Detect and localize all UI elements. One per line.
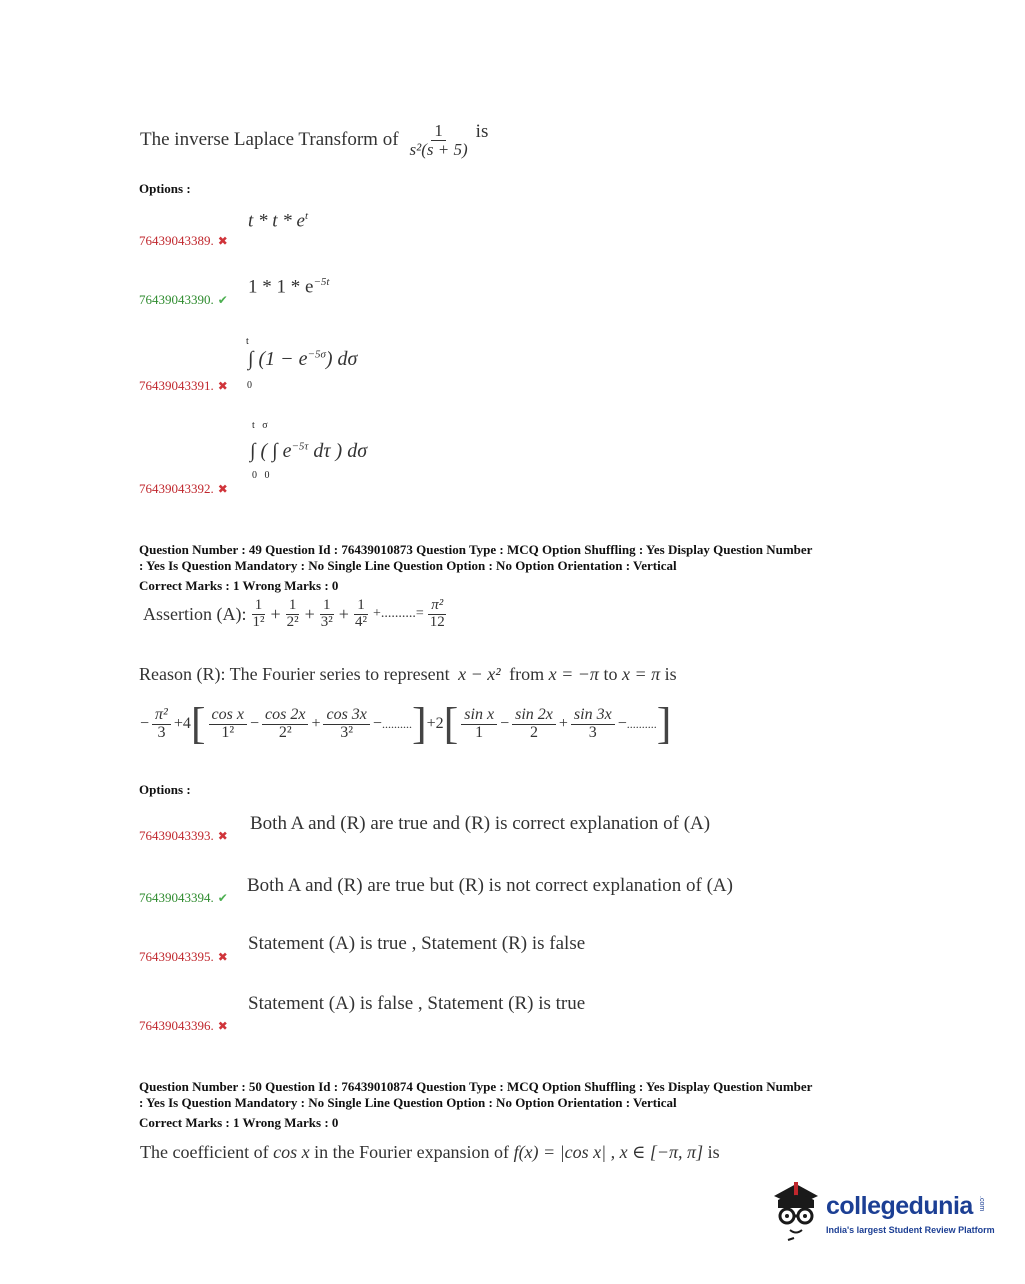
q48-option-2-text: $1 * 1 * e^{-5t}$ xyxy=(248,276,330,298)
q48-options-label: Options : xyxy=(139,181,191,196)
wrong-mark-icon: ✖ xyxy=(217,234,228,248)
option-id: 76439043390. xyxy=(139,292,214,307)
check-mark-icon: ✔ xyxy=(217,293,228,307)
assertion-label: Assertion (A): xyxy=(143,603,247,624)
q49-option-3[interactable] xyxy=(139,949,228,965)
option-id: 76439043394. xyxy=(139,890,214,905)
q49-series: − $\frac{\text{π²}}{3}$ +4 [ $\frac{\text{cos x}}{\text{1²}}$ − $\frac{\cos 2x}{\text{2²}}$ + $\frac{\cos 3x}{\text{3²}}$ − .......... ] +2 [ $\frac{\text{sin x}}{1}$ − $\frac{\sin 2x}{2}$ + $\frac{\sin 3x}{3}$ − .......... ] xyxy=(140,699,672,748)
q49-reason: Reason (R): The Fourier series to represent x − x² from x = −π to x = π is xyxy=(139,664,677,684)
option-id: 76439043389. xyxy=(139,233,214,248)
left-bracket: [ xyxy=(443,699,459,748)
wrong-mark-icon: ✖ xyxy=(217,829,228,843)
logo-tagline: India's largest Student Review Platform xyxy=(826,1225,995,1235)
wrong-mark-icon: ✖ xyxy=(217,1019,228,1033)
option-id: 76439043392. xyxy=(139,481,214,496)
wrong-mark-icon: ✖ xyxy=(217,950,228,964)
q49-meta: Question Number : 49 Question Id : 76439010873 Question Type : MCQ Option Shuffling : Yes Display Question Number : Yes Is Question Mandatory : No Single Line Question Option : No Option Orientation : Vertical Correct Marks : 1 Wrong Marks : 0 xyxy=(139,542,909,594)
wrong-mark-icon: ✖ xyxy=(217,379,228,393)
option-id: 76439043391. xyxy=(139,378,214,393)
q49-options-label: Options : xyxy=(139,782,191,797)
q48-option-1-text: t * t * $e^t$ xyxy=(248,210,309,232)
logo-brand: collegedunia xyxy=(826,1192,973,1220)
q48-stem-suffix: is xyxy=(475,121,489,143)
q48-option-3-text: ∫ $(1 - e^{-5\sigma})$ dσ xyxy=(248,348,358,370)
q48-frac-den: s²(s + 5) xyxy=(409,139,468,159)
q48-option-1[interactable] xyxy=(139,233,228,249)
q50-meta: Question Number : 50 Question Id : 76439010874 Question Type : MCQ Option Shuffling : Yes Display Question Number : Yes Is Question Mandatory : No Single Line Question Option : No Option Orientation : Vertical Correct Marks : 1 Wrong Marks : 0 xyxy=(139,1079,909,1131)
q49-option-1[interactable] xyxy=(139,828,228,844)
q49-option-2-text: Both A and (R) are true but (R) is not correct explanation of (A) xyxy=(247,875,733,896)
collegedunia-logo xyxy=(768,1178,998,1248)
wrong-mark-icon: ✖ xyxy=(217,482,228,496)
q48-option-3[interactable] xyxy=(139,378,228,394)
option-id: 76439043393. xyxy=(139,828,214,843)
q49-option-2[interactable] xyxy=(139,890,228,906)
q48-option-4[interactable] xyxy=(139,481,228,497)
integral-lower-limits: 0 0 xyxy=(252,470,270,481)
check-mark-icon: ✔ xyxy=(217,891,228,905)
q48-option-2[interactable] xyxy=(139,292,228,308)
q48-option-4-text: ∫ ( ∫ $e^{-5\tau}$ dτ ) dσ xyxy=(250,440,368,462)
q49-assertion: Assertion (A): $\frac{1}{\text{1²}}$ + $\frac{1}{\text{2²}}$ + $\frac{1}{\text{3²}}$ + $\frac{1}{\text{4²}}$ +..........= $\frac{\text{π²}}{12}$ xyxy=(143,597,445,630)
option-id: 76439043396. xyxy=(139,1018,214,1033)
q48-frac-num: 1 xyxy=(431,122,446,141)
integral-upper-limits: t σ xyxy=(252,420,268,431)
q48-stem-prefix: The inverse Laplace Transform of xyxy=(140,129,399,151)
q50-stem: The coefficient of cos x in the Fourier expansion of f(x) = |cos x| , x ∈ [−π, π] is xyxy=(140,1142,720,1162)
q50-marks: Correct Marks : 1 Wrong Marks : 0 xyxy=(139,1115,339,1130)
q49-option-4-text: Statement (A) is false , Statement (R) is true xyxy=(248,993,586,1014)
q49-marks: Correct Marks : 1 Wrong Marks : 0 xyxy=(139,578,339,593)
integral-lower-limit: 0 xyxy=(247,380,252,391)
option-id: 76439043395. xyxy=(139,949,214,964)
q49-option-4[interactable] xyxy=(139,1018,228,1034)
q48-fraction xyxy=(407,122,471,159)
student-mascot-icon xyxy=(768,1178,824,1244)
logo-com: .com xyxy=(978,1196,985,1212)
right-bracket: ] xyxy=(656,699,672,748)
left-bracket: [ xyxy=(190,699,206,748)
q48-stem xyxy=(140,122,488,159)
integral-upper-limit: t xyxy=(246,336,249,347)
right-bracket: ] xyxy=(411,699,427,748)
q49-option-1-text: Both A and (R) are true and (R) is correct explanation of (A) xyxy=(250,813,711,834)
q49-option-3-text: Statement (A) is true , Statement (R) is false xyxy=(248,933,586,954)
